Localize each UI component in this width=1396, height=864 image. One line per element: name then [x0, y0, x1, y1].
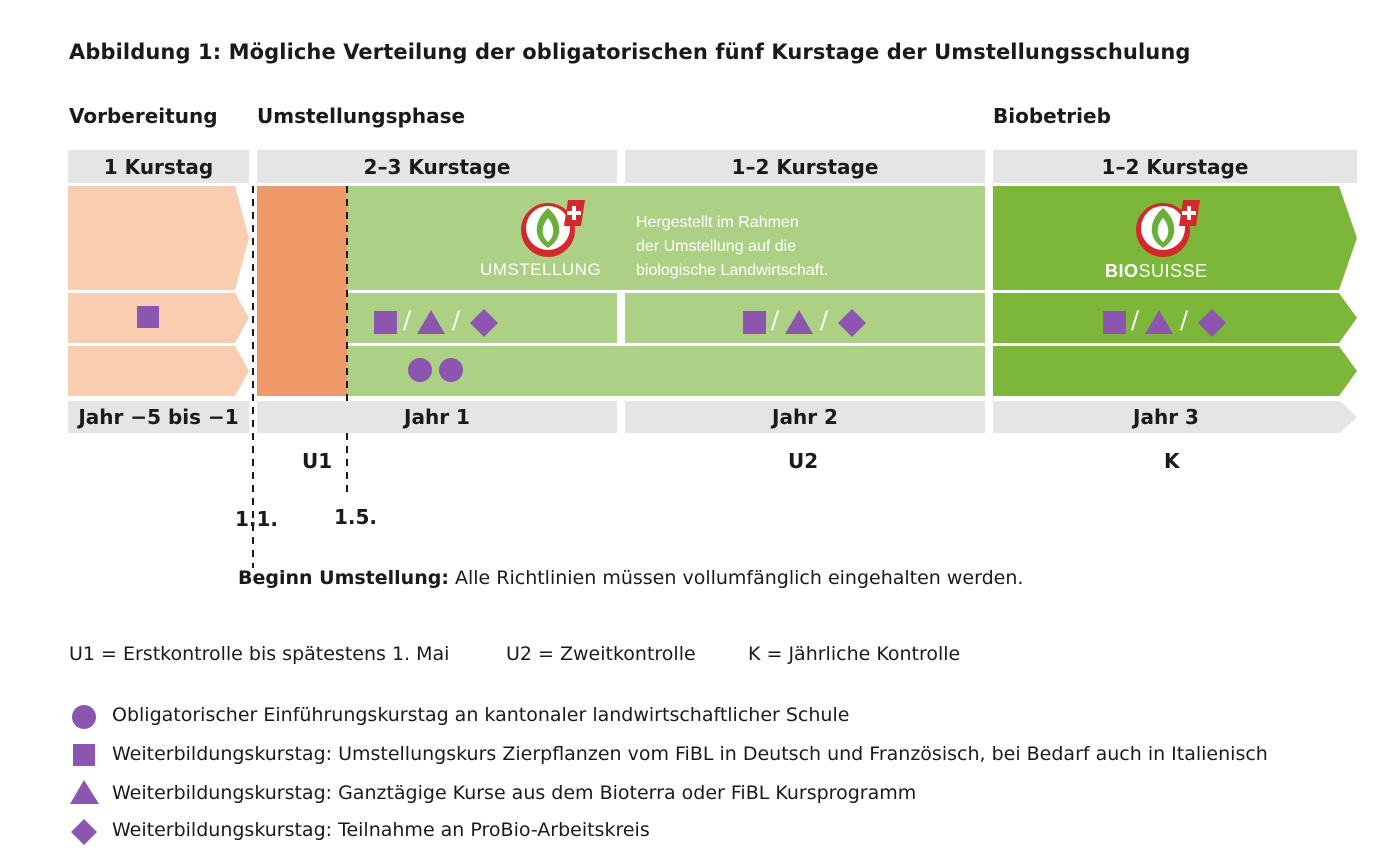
prep-square-marker — [137, 306, 159, 328]
note-beginn-umstellung — [238, 567, 1023, 589]
legend-diamond-icon — [71, 819, 97, 845]
control-u1: U1 — [302, 449, 333, 473]
separator: / — [452, 306, 461, 334]
separator: / — [1131, 306, 1140, 334]
biosuisse-bold: BIO — [1105, 261, 1139, 281]
separator: / — [820, 306, 829, 334]
legend-circle-icon — [72, 705, 96, 729]
phase-label-vorbereitung: Vorbereitung — [69, 104, 218, 128]
separator: / — [771, 306, 780, 334]
biosuisse-logo-label — [1105, 261, 1208, 282]
jahr1-circle-marker-1 — [408, 358, 432, 382]
year-label-jahr3: Jahr 3 — [1133, 405, 1199, 429]
umstellung-text-line: Hergestellt im Rahmen — [636, 214, 799, 231]
legend-triangle-icon — [70, 780, 99, 804]
date-start: 1.1. — [235, 507, 279, 531]
legend-item-diamond: Weiterbildungskurstag: Teilnahme an ProBio-Arbeitskreis — [112, 819, 650, 841]
header-jahr3: 1–2 Kurstage — [993, 150, 1357, 183]
prep-arrow-row1 — [68, 186, 249, 290]
year-label-prep: Jahr −5 bis −1 — [68, 401, 249, 433]
umstellung-text-line: biologische Landwirtschaft. — [636, 262, 829, 279]
control-u2: U2 — [788, 449, 819, 473]
phase-label-biobetrieb: Biobetrieb — [993, 104, 1111, 128]
phase-label-umstellungsphase: Umstellungsphase — [257, 104, 466, 128]
year-label-jahr1: Jahr 1 — [257, 401, 617, 433]
umstellung-logo-label: UMSTELLUNG — [480, 260, 602, 279]
umstellung-text-line: der Umstellung auf die — [636, 238, 797, 255]
legend-square-icon — [73, 744, 95, 766]
legend-item-triangle: Weiterbildungskurstag: Ganztägige Kurse aus dem Bioterra oder FiBL Kursprogramm — [112, 782, 917, 804]
year-label-jahr2: Jahr 2 — [625, 401, 985, 433]
jahr1-circle-marker-2 — [439, 358, 463, 382]
legend-item-circle: Obligatorischer Einführungskurstag an kantonaler landwirtschaftlicher Schule — [112, 704, 850, 726]
note-bold: Beginn Umstellung: — [238, 567, 449, 589]
jahr1-square-marker — [374, 311, 397, 334]
u1-band — [257, 186, 347, 396]
biosuisse-regular: SUISSE — [1138, 261, 1208, 281]
header-jahr1: 2–3 Kurstage — [257, 150, 617, 183]
abbreviation-k: K = Jährliche Kontrolle — [748, 643, 961, 665]
date-may: 1.5. — [334, 505, 378, 529]
note-text: Alle Richtlinien müssen vollumfänglich eingehalten werden. — [448, 567, 1024, 589]
legend-item-square: Weiterbildungskurstag: Umstellungskurs Zierpflanzen vom FiBL in Deutsch und Französisch, bei Bedarf auch in Italienisch — [112, 743, 1268, 765]
jahr3-square-marker — [1103, 311, 1126, 334]
control-k: K — [1164, 449, 1180, 473]
header-jahr2: 1–2 Kurstage — [625, 150, 985, 183]
umstellung-logo-text — [636, 211, 828, 283]
conversion-row2-jahr2 — [625, 293, 985, 343]
prep-arrow-row3 — [68, 346, 249, 396]
abbreviation-u2: U2 = Zweitkontrolle — [506, 643, 696, 665]
organic-arrow-row3 — [993, 346, 1357, 396]
figure-title: Abbildung 1: Mögliche Verteilung der obligatorischen fünf Kurstage der Umstellungsschulung — [69, 40, 1191, 64]
abbreviation-u1: U1 = Erstkontrolle bis spätestens 1. Mai — [69, 643, 450, 665]
legend-symbols — [66, 700, 106, 850]
jahr2-square-marker — [743, 311, 766, 334]
organic-arrow-row2 — [993, 293, 1357, 343]
separator: / — [403, 306, 412, 334]
separator: / — [1180, 306, 1189, 334]
header-vorbereitung: 1 Kurstag — [68, 150, 249, 183]
